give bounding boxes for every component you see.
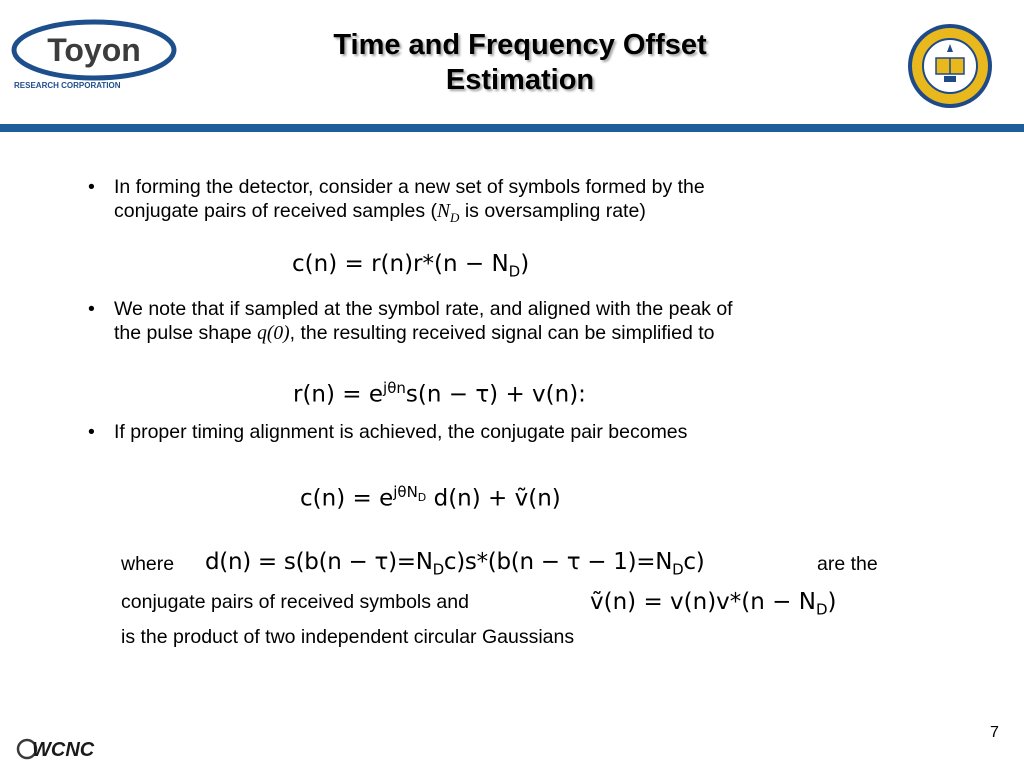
equation-noise-product: ṽ(n) = $v(n)v*(n - N_D)$	[590, 589, 837, 619]
page-number: 7	[990, 724, 999, 741]
slide-title-line-2: Estimation	[445, 64, 595, 96]
are-the-text: are the	[817, 553, 878, 575]
bullet-dot: •	[88, 176, 95, 198]
ucsb-seal	[906, 22, 994, 110]
equation-received-signal: $r(n) = e^{j\theta n}s(n - \tau) + v(n)$:	[293, 379, 586, 408]
bullet-dot: •	[88, 421, 95, 443]
wcnc-logo-text: WCNC	[32, 739, 95, 761]
equation-d-definition: $d(n) = s(b(n - \tau)=N_Dc)s*(b(n - \tau - 1)=N_Dc)$	[205, 549, 705, 579]
slide-title	[220, 28, 820, 98]
bullet-1-line-1: In forming the detector, consider a new set of symbols formed by the	[114, 176, 705, 198]
wcnc-logo	[16, 736, 128, 762]
bullet-dot: •	[88, 298, 95, 320]
where-line-3: is the product of two independent circular Gaussians	[121, 626, 575, 648]
bullet-1-line-2: conjugate pairs of received samples ($N_D$ is oversampling rate)	[114, 200, 646, 225]
toyon-logo-subtext: RESEARCH CORPORATION	[14, 81, 121, 90]
where-label: where	[121, 553, 175, 575]
bullet-2-line-2: the pulse shape q(0), the resulting received signal can be simplified to	[114, 322, 715, 344]
bullet-3-line-1: If proper timing alignment is achieved, the conjugate pair becomes	[114, 421, 688, 443]
slide-title-line-1: Time and Frequency Offset	[333, 29, 707, 61]
where-line-2: conjugate pairs of received symbols and	[121, 591, 469, 613]
header-divider	[0, 124, 1024, 132]
toyon-logo	[8, 14, 178, 94]
bullet-2-line-1: We note that if sampled at the symbol rate, and aligned with the peak of	[114, 298, 733, 320]
equation-conjugate-pair: $c(n) = r(n)r*(n - N_D)$	[292, 251, 530, 281]
toyon-logo-text: Toyon	[47, 32, 141, 68]
equation-conjugate-pair-aligned: $c(n) = e^{j\theta N_D}$ d(n) + ṽ(n)	[300, 483, 561, 512]
